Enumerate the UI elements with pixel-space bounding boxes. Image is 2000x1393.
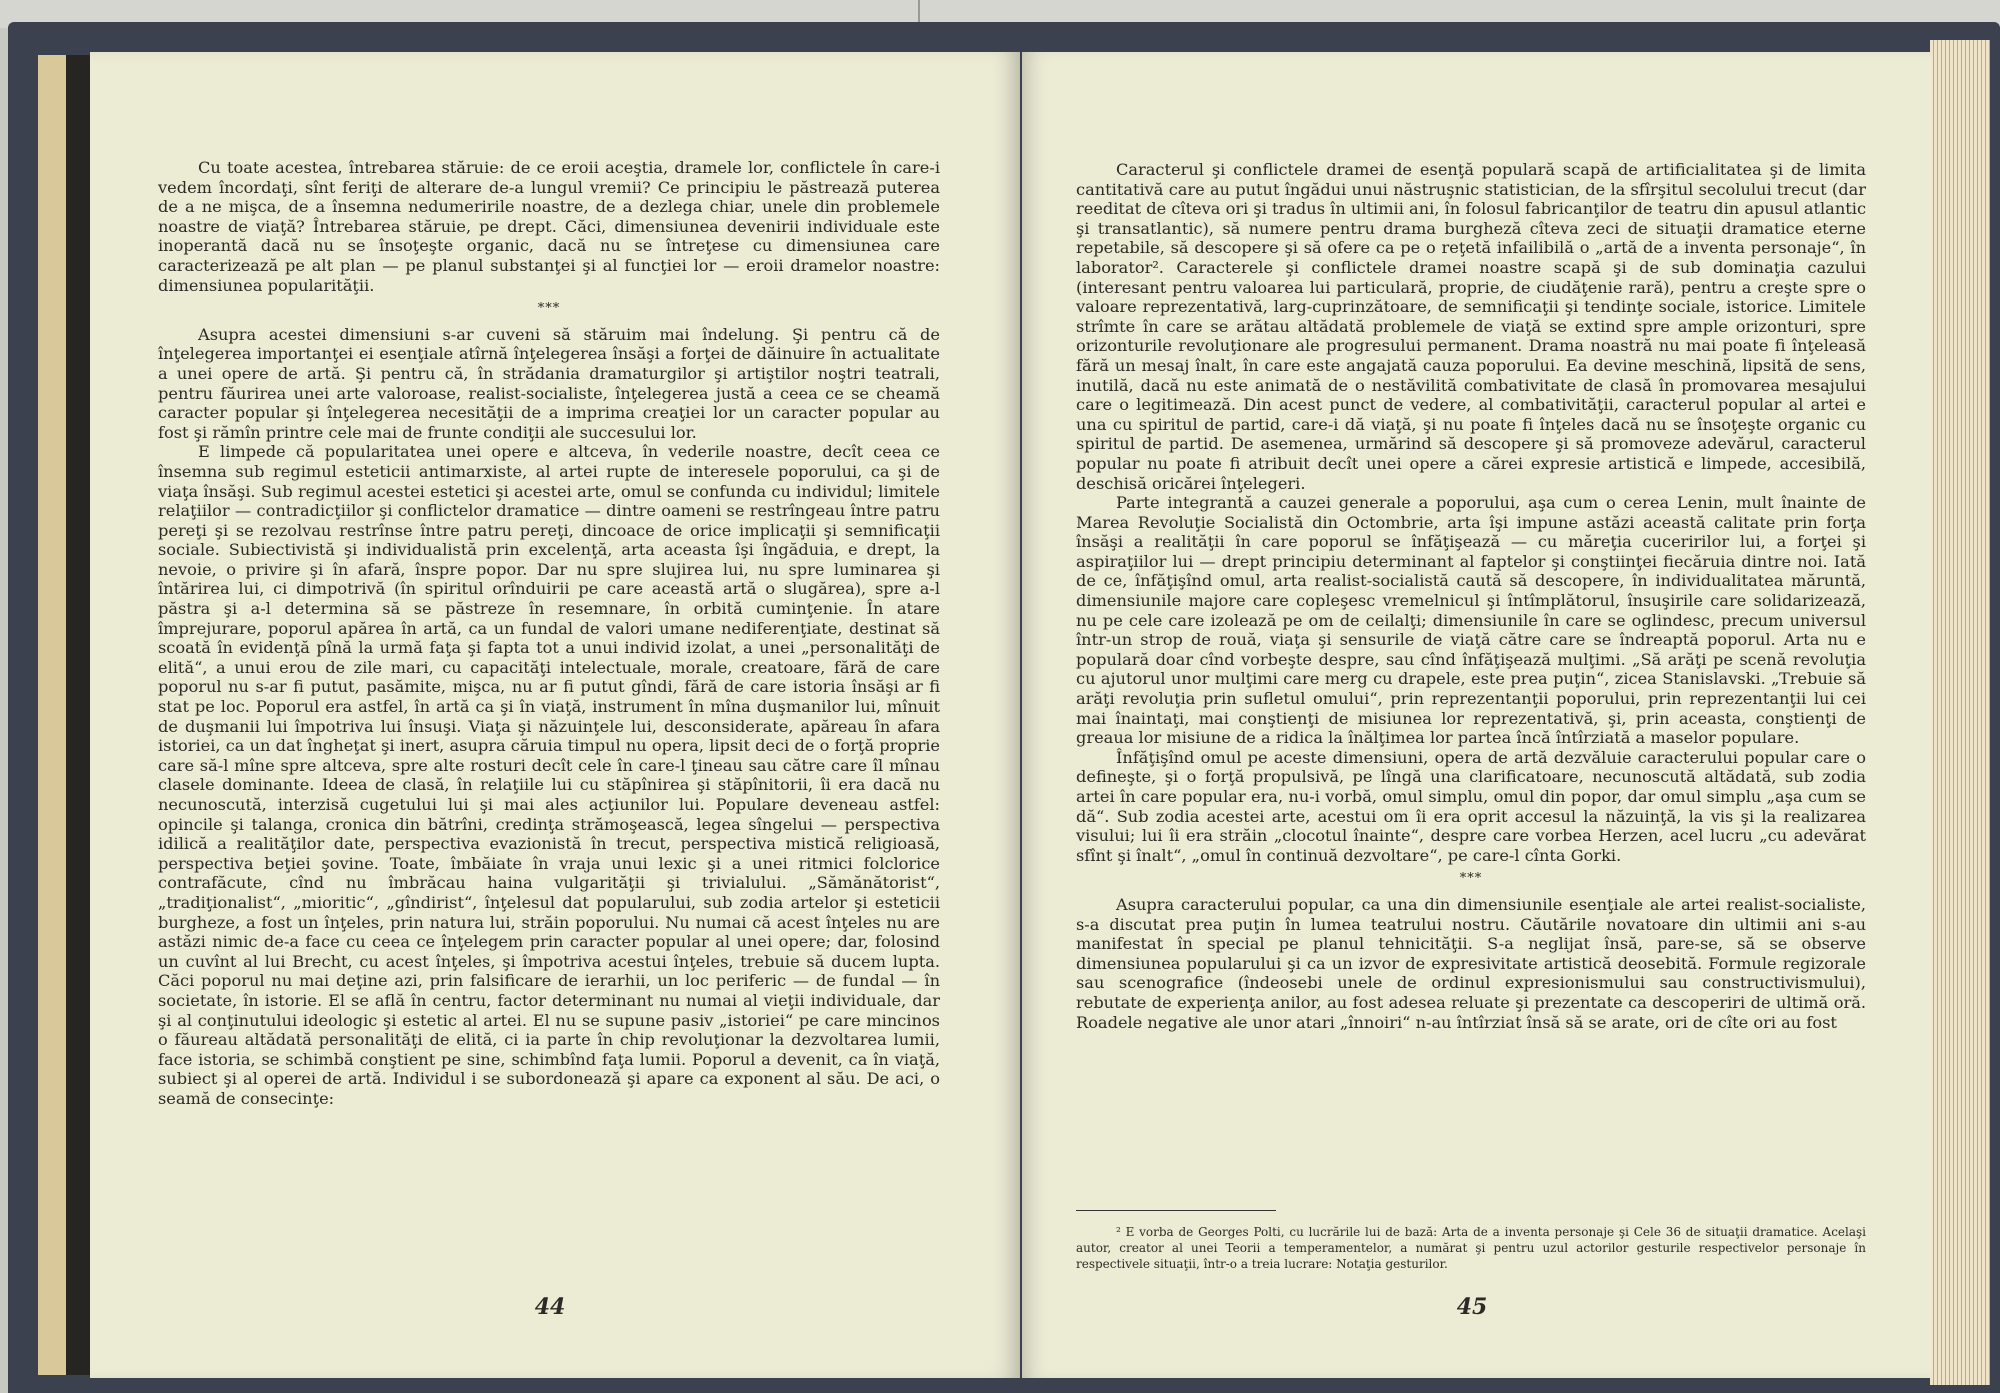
page-edges-left <box>38 55 68 1375</box>
paragraph: Parte integrantă a cauzei generale a poporului, aşa cum o cerea Lenin, mult înainte de Marea Revoluţie Socialistă din Octombrie, arta îşi impune astăzi această calitate prin forţa însăşi a realităţii în care poporul se înfăţişează — cu măreţia cuceririlor lui, a forţei şi aspiraţiilor lui — drept principiu determinant al faptelor şi conştiinţei fiecăruia dintre noi. Iată de ce, înfăţişînd omul, arta realist-socialistă caută să descopere, în individualitatea măruntă, dimensiunile majore care copleşesc vremelnicul şi întîmplătorul, însuşirile care solidarizează, nu pe cele care izolează pe om de ceilalţi; dimensiunile în care se oglindesc, precum universul într-un strop de rouă, viaţa şi sensurile de viaţă către care se îndreaptă poporul. Arta nu e populară doar cînd vorbeşte despre, sau cînd înfăţişează mulţimi. „Să arăţi pe scenă revoluţia cu ajutorul unor mulţimi care merg cu drapele, este prea puţin“, zicea Stanislavski. „Trebuie să arăţi revoluţia prin sufletul omului“, prin reprezentanţii poporului, prin reprezentanţii lui cei mai înaintaţi, mai conştienţi de misiunea lor reprezentativă, şi, prin aceasta, conştienţi de greaua lor misiune de a ridica la înălţimea lor partea încă întîrziată a maselor populare. <box>1076 493 1866 748</box>
book-binding-left <box>66 55 90 1375</box>
right-page <box>1022 52 1932 1378</box>
paragraph: Asupra caracterului popular, ca una din dimensiunile esenţiale ale artei realist-socialiste, s-a discutat prea puţin în lumea teatrului nostru. Căutările novatoare din ultimii ani s-au manifestat în special pe planul tehnicităţii. S-a neglijat însă, pare-se, să se observe dimensiunea popularului şi ca un izvor de expresivitate artistică deosebită. Formule regizorale sau scenografice (îndeosebi unele de ordinul expresionismului sau constructivismului), rebutate de experienţa anilor, au fost adesea reluate şi prezentate ca descoperiri de ultimă oră. Roadele negative ale unor atari „înnoiri“ n-au întîrziat însă să se arate, ori de cîte ori au fost <box>1076 894 1866 1032</box>
footnote-text: ² E vorba de Georges Polti, cu lucrările lui de bază: Arta de a inventa personaje şi Cele 36 de situaţii dramatice. Acelaşi autor, creator al unei Teorii a temperamentelor, a numărat şi pentru uzul actorilor gesturile respectivelor personaje în respectivele situaţii, într-o a treia lucrare: Notaţia gesturilor. <box>1076 1225 1866 1271</box>
footnote-rule <box>1076 1210 1276 1211</box>
section-separator: *** <box>537 301 561 317</box>
left-page <box>90 52 1020 1378</box>
page-edges-right <box>1930 40 1990 1385</box>
paragraph: Înfăţişînd omul pe aceste dimensiuni, opera de artă dezvăluie caracterului popular care o defineşte, şi o forţă propulsivă, pe lîngă una clarificatoare, necunoscută altădată, sub zodia artei în care popular era, nu-i vorbă, omul simplu, omul din popor, dar omul simplu „aşa cum se dă“. Sub zodia acestei arte, acestui om îi era oprit accesul la năzuinţă, la vis şi la realizarea visului; lui îi era străin „clocotul înainte“, despre care vorbea Herzen, acel lucru „cu adevărat sfînt şi înalt“, „omul în continuă dezvoltare“, pe care-l cînta Gorki. <box>1076 747 1866 865</box>
paragraph: E limpede că popularitatea unei opere e altceva, în vederile noastre, decît ceea ce însemna sub regimul esteticii antimarxiste, al artei rupte de interesele poporului, ca şi de viaţa însăşi. Sub regimul acestei estetici şi acestei arte, omul se confunda cu individul; limitele relaţiilor — contradicţiilor şi conflictelor dramatice — dintre oameni se restrîngeau între patru pereţi şi se rezolvau restrînse între patru pereţi, dincoace de orice implicaţii şi semnificaţii sociale. Subiectivistă şi individualistă prin excelenţă, arta aceasta îşi îngăduia, e drept, la nevoie, o privire şi în afară, înspre popor. Dar nu spre slujirea lui, nu spre luminarea şi întărirea lui, ci dimpotrivă (în spiritul orînduirii pe care această artă o slugărea), spre a-l păstra şi a-l determina să se păstreze în resemnare, în orbită cuminţenie. În atare împrejurare, poporul apărea în artă, ca un fundal de valori umane nediferenţiate, destinat să scoată în evidenţă pînă la urmă faţa şi fapta tot a unui individ izolat, a unei „personalităţi de elită“, a unui erou de zile mari, cu capacităţi intelectuale, morale, creatoare, fără de care poporul nu s-ar fi putut, pasămite, mişca, nu ar fi putut gîndi, fără de care istoria însăşi ar fi stat pe loc. Poporul era astfel, în artă ca şi în viaţă, instrument în mîna duşmanilor lui, mînuit de duşmanii lui împotriva lui însuşi. Viaţa şi năzuinţele lui, desconsiderate, apăreau în afara istoriei, ca un dat îngheţat şi inert, asupra căruia timpul nu opera, lipsit deci de o forţă proprie care să-l mîne spre altceva, spre alte rosturi decît cele în care-l ţineau sau către care îl mînau clasele dominante. Ideea de clasă, în relaţiile lui cu stăpînirea şi stăpînitorii, îi era dacă nu necunoscută, interzisă cugetului lui şi mai ales acţiunilor lui. Populare deveneau astfel: opincile şi talanga, cronica din bătrîni, credinţa strămoşească, legea sîngelui — perspectiva idilică a realităţilor date, perspectiva evazionistă în trecut, perspectiva mistică religioasă, perspectiva beţiei şovine. Toate, îmbăiate în vraja unui lexic şi a unei ritmici folclorice contrafăcute, cînd nu îmbrăcau haina vulgarităţii şi trivialului. „Sămănătorist“, „tradiţionalist“, „mioritic“, „gîndirist“, înţelesul dat popularului, sub zodia artelor şi esteticii burgheze, a fost un înţeles, prin natura lui, străin poporului. Nu numai că acest înţeles nu are astăzi nimic de-a face cu ceea ce înţelegem prin caracter popular al unei opere; dar, folosind un cuvînt al lui Brecht, cu acest înţeles, şi împotriva acestui înţeles, trebuie să ducem lupta. Căci poporul nu mai deţine azi, prin falsificare de ierarhii, un loc periferic — de fundal — în societate, în istorie. El se află în centru, factor determinant nu numai al vieţii individuale, dar şi al conţinutului ideologic şi estetic al artei. El nu se supune pasiv „istoriei“ pe care mincinos o făureau altădată personalităţi de elită, ci ia parte în chip revoluţionar la dezvoltarea lumii, face istoria, se schimbă conştient pe sine, schimbînd faţa lumii. Poporul a devenit, ca în viaţă, subiect şi al operei de artă. Individul i se subordonează şi apare ca exponent al său. De aci, o seamă de consecinţe: <box>158 442 940 1108</box>
page-number: 44 <box>534 1294 566 1320</box>
paragraph: Asupra acestei dimensiuni s-ar cuveni să stăruim mai îndelung. Şi pentru că de înţelegerea importanţei ei esenţiale atîrnă înţelegerea însăşi a forţei de dăinuire în actualitate a unei opere de artă. Şi pentru că, în strădania dramaturgilor şi artiştilor noştri teatrali, pentru făurirea unei arte valoroase, realist-socialiste, înţelegerea justă a ceea ce se cheamă caracter popular şi înţelegerea necesităţii de a imprima creaţiei lor un caracter popular au fost şi rămîn printre cele mai de frunte condiţii ale succesului lor. <box>158 324 940 442</box>
left-page-body <box>158 158 940 1109</box>
paragraph: Caracterul şi conflictele dramei de esenţă populară scapă de artificialitatea şi de limita cantitativă care au putut îngădui unui năstruşnic statistician, de la sfîrşitul secolului trecut (dar reeditat de cîteva ori şi tradus în ultimii ani, în folosul fabricanţilor de teatru din apusul atlantic şi transatlantic), să numere pentru drama burgheză cîteva zeci de situaţii dramatice eterne repetabile, să descopere şi să ofere ca pe o reţetă infailibilă o „artă de a inventa personaje“, în laborator². Caracterele şi conflictele dramei noastre scapă şi de sub dominaţia cazului (interesant pentru valoarea lui particulară, proprie, de ciudăţenie rară), pentru a creşte spre o valoare reprezentativă, larg-cuprinzătoare, de semnificaţii şi tendinţe sociale, istorice. Limitele strîmte în care se arătau altădată problemele de viaţă se extind spre ample orizonturi, spre orizonturile revoluţionare ale progresului permanent. Drama noastră nu mai poate fi înţeleasă fără un mesaj înalt, în care este angajată cauza poporului. Ea devine meschină, lipsită de sens, inutilă, dacă nu este animată de o nestăvilită combativitate de clasă în promovarea mesajului care o legitimează. Din acest punct de vedere, al combativităţii, caracterul popular al artei e una cu spiritul de partid, care-i dă viaţă, şi nu poate fi înţeles dacă nu se însoţeşte organic cu spiritul de partid. De asemenea, urmărind să descopere şi să promoveze adevărul, caracterul popular nu poate fi atribuit decît unei opere a cărei expresie artistică e limpede, accesibilă, deschisă oricărei înţelegeri. <box>1076 160 1867 493</box>
right-page-body <box>1076 160 1866 1032</box>
section-separator: *** <box>1459 871 1483 887</box>
paragraph: Cu toate acestea, întrebarea stăruie: de ce eroii aceştia, dramele lor, conflictele în care-i vedem încordaţi, sînt feriţi de alterare de-a lungul vremii? Ce principiu le păstrează puterea de a ne mişca, de a însemna nedumeririle noastre, de a dezlega chiar, unele din problemele noastre de viaţă? Întrebarea stăruie, pe drept. Căci, dimensiunea devenirii individuale este inoperantă dacă nu se însoţeşte organic, dacă nu se întreţese cu dimensiunea care caracterizează pe alt plan — pe planul substanţei şi al funcţiei lor — eroii dramelor noastre: dimensiunea popularităţii. <box>158 158 940 295</box>
footnote <box>1076 1224 1866 1272</box>
page-number: 45 <box>1456 1294 1488 1320</box>
